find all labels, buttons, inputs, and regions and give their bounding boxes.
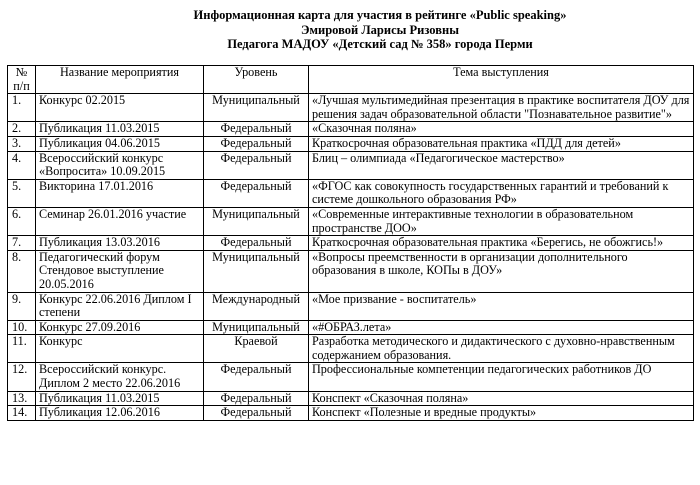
cell-topic: «Мое призвание - воспитатель» [309,292,694,320]
table-row [8,320,694,335]
document-header [60,8,700,52]
table-row [8,122,694,137]
table-row [8,179,694,207]
cell-level: Краевой [204,335,309,363]
header-title: Информационная карта для участия в рейтинге «Public speaking» [193,8,567,22]
table-row [8,236,694,251]
cell-level: Федеральный [204,236,309,251]
column-header-topic: Тема выступления [309,66,694,94]
cell-name: Всероссийский конкурс «Вопросита» 10.09.2015 [36,151,204,179]
cell-name: Публикация 13.03.2016 [36,236,204,251]
table-row [8,406,694,421]
cell-name: Викторина 17.01.2016 [36,179,204,207]
table-row [8,363,694,391]
table-header-row [8,66,694,94]
cell-num: 12. [8,363,36,391]
cell-level: Муниципальный [204,207,309,235]
cell-topic: Блиц – олимпиада «Педагогическое мастерство» [309,151,694,179]
cell-num: 9. [8,292,36,320]
cell-level: Федеральный [204,136,309,151]
cell-name: Педагогический форум Стендовое выступление 20.05.2016 [36,250,204,292]
cell-num: 1. [8,94,36,122]
cell-topic: «#ОБРАЗ.лета» [309,320,694,335]
cell-name: Конкурс 02.2015 [36,94,204,122]
cell-num: 13. [8,391,36,406]
column-header-num: № п/п [8,66,36,94]
cell-level: Муниципальный [204,320,309,335]
cell-num: 14. [8,406,36,421]
cell-level: Федеральный [204,406,309,421]
cell-name: Конкурс [36,335,204,363]
cell-num: 7. [8,236,36,251]
cell-topic: Профессиональные компетенции педагогических работников ДО [309,363,694,391]
cell-topic: «Вопросы преемственности в организации дополнительного образования в школе, КОПы в ДОУ» [309,250,694,292]
column-header-name: Название мероприятия [36,66,204,94]
cell-num: 8. [8,250,36,292]
column-header-level: Уровень [204,66,309,94]
cell-level: Федеральный [204,179,309,207]
table-row [8,250,694,292]
table-row [8,151,694,179]
cell-name: Семинар 26.01.2016 участие [36,207,204,235]
cell-level: Федеральный [204,122,309,137]
cell-name: Публикация 11.03.2015 [36,122,204,137]
table-row [8,94,694,122]
table-row [8,391,694,406]
cell-topic: «ФГОС как совокупность государственных гарантий и требований к системе дошкольного образования РФ» [309,179,694,207]
header-person-name: Эмировой Ларисы Ризовны [301,22,459,37]
cell-num: 11. [8,335,36,363]
cell-name: Публикация 12.06.2016 [36,406,204,421]
cell-level: Международный [204,292,309,320]
cell-num: 10. [8,320,36,335]
cell-name: Конкурс 27.09.2016 [36,320,204,335]
cell-topic: «Сказочная поляна» [309,122,694,137]
cell-num: 5. [8,179,36,207]
cell-topic: Краткосрочная образовательная практика «ПДД для детей» [309,136,694,151]
cell-level: Муниципальный [204,94,309,122]
cell-topic: Конспект «Полезные и вредные продукты» [309,406,694,421]
cell-name: Публикация 04.06.2015 [36,136,204,151]
table-row [8,292,694,320]
cell-num: 3. [8,136,36,151]
cell-level: Федеральный [204,363,309,391]
cell-topic: «Лучшая мультимедийная презентация в практике воспитателя ДОУ для решения задач образовательной области "Познавательное развитие"» [309,94,694,122]
cell-num: 2. [8,122,36,137]
cell-level: Федеральный [204,151,309,179]
cell-num: 6. [8,207,36,235]
cell-level: Муниципальный [204,250,309,292]
events-table [7,65,694,421]
cell-level: Федеральный [204,391,309,406]
table-row [8,207,694,235]
cell-num: 4. [8,151,36,179]
cell-topic: Краткосрочная образовательная практика «Берегись, не обожгись!» [309,236,694,251]
cell-topic: Разработка методического и дидактического с духовно-нравственным содержанием образования. [309,335,694,363]
cell-name: Всероссийский конкурс. Диплом 2 место 22.06.2016 [36,363,204,391]
cell-topic: «Современные интерактивные технологии в образовательном пространстве ДОО» [309,207,694,235]
cell-topic: Конспект «Сказочная поляна» [309,391,694,406]
table-row [8,136,694,151]
header-position: Педагога МАДОУ «Детский сад № 358» города Перми [227,37,533,51]
cell-name: Конкурс 22.06.2016 Диплом I степени [36,292,204,320]
cell-name: Публикация 11.03.2015 [36,391,204,406]
table-row [8,335,694,363]
